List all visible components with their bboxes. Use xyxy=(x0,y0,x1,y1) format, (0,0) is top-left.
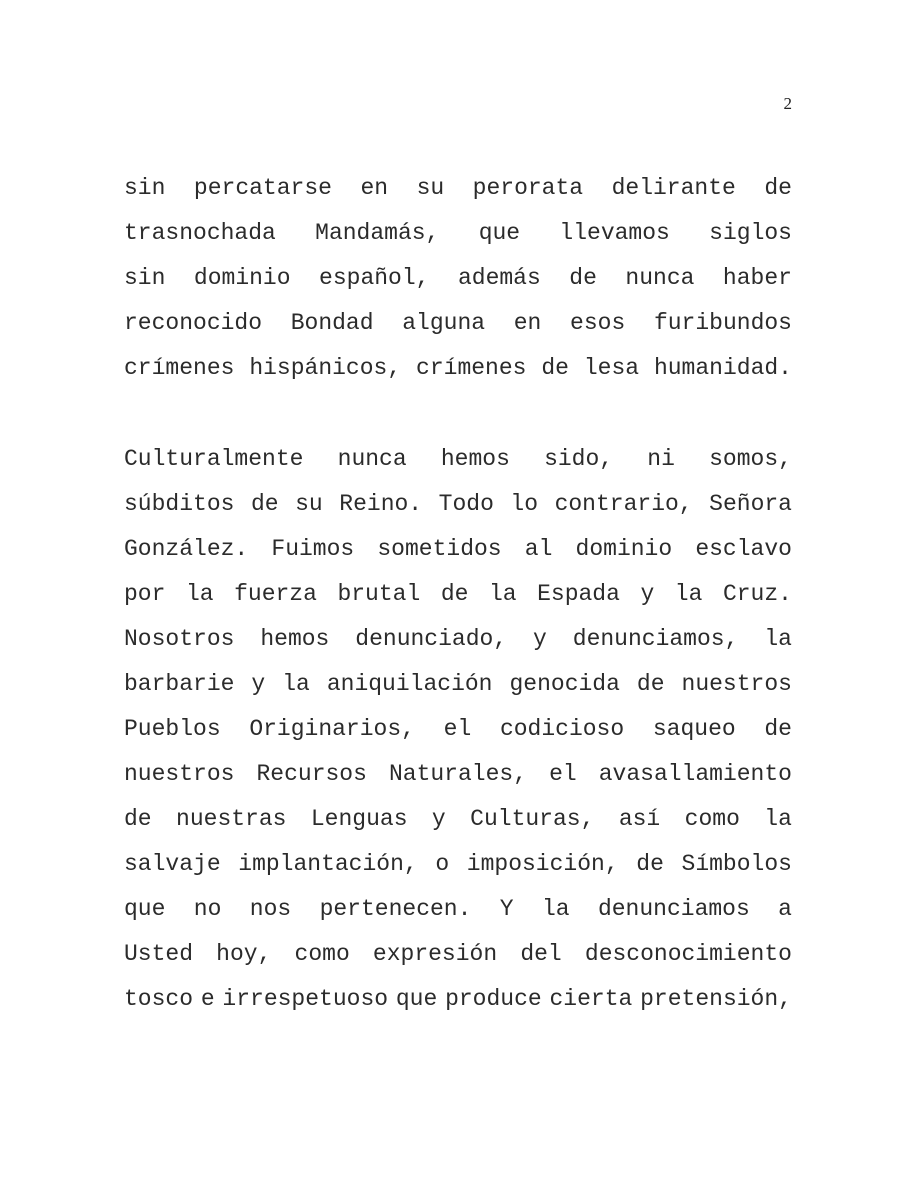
word: hemos xyxy=(440,446,510,472)
paragraph-line xyxy=(124,707,792,752)
paragraph-line xyxy=(124,797,792,842)
word: de xyxy=(569,265,597,291)
word: cierta xyxy=(549,986,633,1012)
word: salvaje xyxy=(124,851,221,877)
paragraph-line xyxy=(124,301,792,346)
word: sometidos xyxy=(377,536,502,562)
word: siglos xyxy=(709,220,792,246)
word: hispánicos, xyxy=(249,355,402,381)
word: Lenguas xyxy=(310,806,408,832)
word: pretensión, xyxy=(640,986,792,1012)
word: avasallamiento xyxy=(598,761,792,787)
word: Todo xyxy=(438,491,494,517)
paragraph-line xyxy=(124,887,792,932)
word: nuestros xyxy=(124,761,235,787)
word: González. xyxy=(124,536,249,562)
paragraph-line xyxy=(124,752,792,797)
word: la xyxy=(764,806,792,832)
word: crímenes xyxy=(416,355,527,381)
paragraph-line xyxy=(124,617,792,662)
word: la xyxy=(185,581,214,607)
word: la xyxy=(282,671,310,697)
word: denunciamos xyxy=(597,896,750,922)
paragraph-line xyxy=(124,662,792,707)
word: su xyxy=(416,175,445,201)
word: alguna xyxy=(402,310,486,336)
word: nuestras xyxy=(176,806,287,832)
word: la xyxy=(764,626,792,652)
paragraph-line xyxy=(124,842,792,887)
word: furibundos xyxy=(653,310,792,336)
word: contrario, xyxy=(554,491,693,517)
word: llevamos xyxy=(559,220,670,246)
paragraph-line xyxy=(124,211,792,256)
word: Usted xyxy=(124,941,194,967)
word: Nosotros xyxy=(124,626,235,652)
word: de xyxy=(541,355,569,381)
word: al xyxy=(524,536,553,562)
word: lo xyxy=(510,491,539,517)
word: que xyxy=(395,986,438,1012)
word: súbditos xyxy=(124,491,235,517)
word: y xyxy=(431,806,446,832)
word: de xyxy=(124,806,152,832)
word: de xyxy=(636,851,664,877)
word: y xyxy=(533,626,547,652)
word: de xyxy=(250,491,279,517)
word: Culturas, xyxy=(470,806,595,832)
word: esclavo xyxy=(695,536,792,562)
word: ni xyxy=(647,446,675,472)
word: del xyxy=(520,941,562,967)
paragraph-line xyxy=(124,166,792,211)
word: Originarios, xyxy=(249,716,415,742)
word: además xyxy=(457,265,541,291)
word: nunca xyxy=(625,265,695,291)
word: Pueblos xyxy=(124,716,221,742)
word: y xyxy=(640,581,655,607)
word: Fuimos xyxy=(271,536,355,562)
word: la xyxy=(674,581,703,607)
paragraph-line xyxy=(124,437,792,482)
word: nos xyxy=(249,896,292,922)
word: Espada xyxy=(537,581,620,607)
word: hemos xyxy=(260,626,330,652)
word: lesa xyxy=(583,355,640,381)
page-number: 2 xyxy=(783,94,792,113)
word: delirante xyxy=(611,175,736,201)
word: el xyxy=(443,716,472,742)
word: genocida xyxy=(509,671,620,697)
word: como xyxy=(684,806,740,832)
word: a xyxy=(778,896,792,922)
word: nunca xyxy=(337,446,407,472)
word: humanidad. xyxy=(653,355,792,381)
word: imposición, xyxy=(466,851,619,877)
word: Bondad xyxy=(290,310,374,336)
word: así xyxy=(618,806,661,832)
word: dominio xyxy=(193,265,291,291)
word: expresión xyxy=(372,941,498,967)
word: no xyxy=(193,896,222,922)
paragraph-line xyxy=(124,932,792,977)
word: por xyxy=(124,581,166,607)
word: su xyxy=(295,491,323,517)
word: español, xyxy=(319,265,430,291)
paragraph-2 xyxy=(124,437,792,1022)
word: reconocido xyxy=(124,310,263,336)
word: percatarse xyxy=(193,175,332,201)
word: desconocimiento xyxy=(584,941,792,967)
paragraph-line xyxy=(124,346,792,391)
word: pertenecen. xyxy=(319,896,472,922)
word: Símbolos xyxy=(681,851,792,877)
word: nuestros xyxy=(681,671,792,697)
word: o xyxy=(435,851,450,877)
word: sido, xyxy=(544,446,614,472)
word: como xyxy=(294,941,350,967)
word: somos, xyxy=(709,446,792,472)
word: codicioso xyxy=(499,716,625,742)
word: de xyxy=(440,581,469,607)
word: crímenes xyxy=(124,355,235,381)
word: Culturalmente xyxy=(124,446,304,472)
word: Reino. xyxy=(339,491,423,517)
word: de xyxy=(636,671,665,697)
word: esos xyxy=(570,310,626,336)
word: denunciado, xyxy=(355,626,508,652)
word: que xyxy=(124,896,166,922)
word: Naturales, xyxy=(388,761,527,787)
word: Mandamás, xyxy=(315,220,440,246)
word: produce xyxy=(445,986,542,1012)
word: brutal xyxy=(337,581,421,607)
paragraph-line xyxy=(124,977,792,1022)
word: barbarie xyxy=(124,671,235,697)
word: haber xyxy=(722,265,792,291)
paragraph-line xyxy=(124,256,792,301)
word: en xyxy=(360,175,389,201)
word: Señora xyxy=(709,491,792,517)
word: aniquilación xyxy=(326,671,493,697)
word: dominio xyxy=(575,536,673,562)
word: Recursos xyxy=(256,761,367,787)
word: fuerza xyxy=(234,581,317,607)
word: perorata xyxy=(472,175,584,201)
word: sin xyxy=(124,265,166,291)
word: en xyxy=(513,310,542,336)
word: la xyxy=(488,581,517,607)
word: irrespetuoso xyxy=(222,986,389,1012)
word: y xyxy=(251,671,266,697)
word: e xyxy=(200,986,215,1012)
word: implantación, xyxy=(238,851,418,877)
word: Y xyxy=(499,896,514,922)
word: saqueo xyxy=(652,716,736,742)
word: la xyxy=(541,896,570,922)
word: de xyxy=(764,175,792,201)
word: que xyxy=(478,220,521,246)
paragraph-1 xyxy=(124,166,792,391)
word: hoy, xyxy=(216,941,272,967)
paragraph-line xyxy=(124,527,792,572)
word: tosco xyxy=(124,986,194,1012)
paragraph-line xyxy=(124,482,792,527)
word: Cruz. xyxy=(722,581,792,607)
word: el xyxy=(549,761,577,787)
word: trasnochada xyxy=(124,220,276,246)
word: denunciamos, xyxy=(572,626,739,652)
paragraph-line xyxy=(124,572,792,617)
word: de xyxy=(764,716,792,742)
word: sin xyxy=(124,175,166,201)
